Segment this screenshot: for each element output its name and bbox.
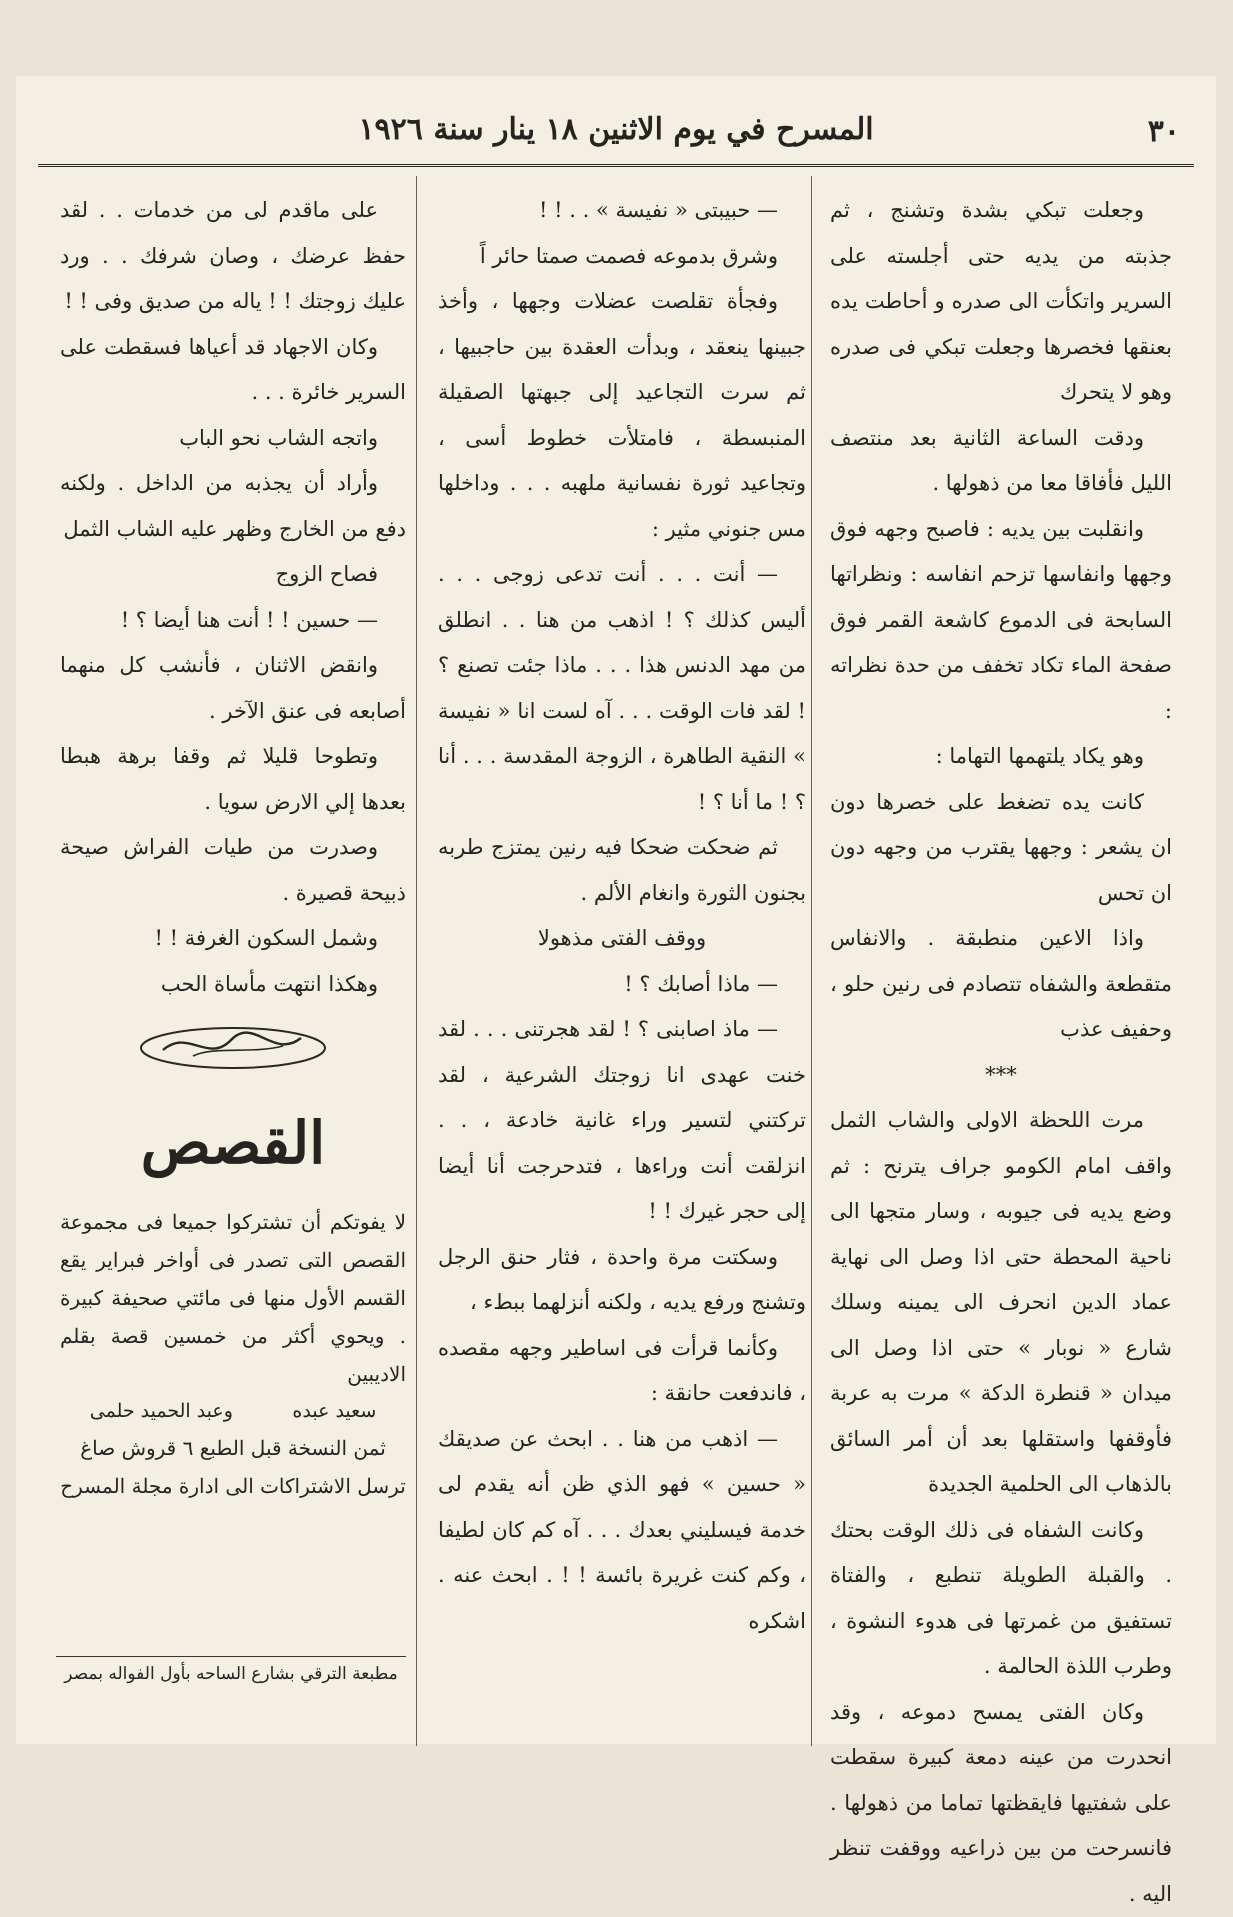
paragraph: — أنت . . . أنت تدعى زوجى . . . أليس كذلك ؟ ! اذهب من هنا . . انطلق من مهد الدنس هذا . . . ماذا جئت تصنع ؟ ! لقد فات الوقت . . . آه لست انا « نفيسة » النقية الطاهرة ، الزوجة المقدسة . . . أنا ؟ ! ما أنا ؟ !	[438, 552, 806, 825]
paragraph: فصاح الزوج	[60, 552, 406, 598]
header-rule	[38, 164, 1194, 167]
paragraph: وفجأة تقلصت عضلات وجهها ، وأخذ جبينها ينعقد ، وبدأت العقدة بين حاجبيها ، ثم سرت التجاعيد إلى جبهتها الصقيلة المنبسطة ، فامتلأت خطوط أسى ، وتجاعيد ثورة نفسانية ملهبه . . . وداخلها مس جنوني مثير :	[438, 279, 806, 552]
page-header	[38, 106, 1194, 166]
subscription-line: ترسل الاشتراكات الى ادارة مجلة المسرح	[60, 1467, 406, 1505]
paragraph: وتطوحا قليلا ثم وقفا برهة هبطا بعدها إلي الارض سويا .	[60, 734, 406, 825]
authors-line	[60, 1393, 406, 1429]
paragraph: وسكتت مرة واحدة ، فثار حنق الرجل وتشنج ورفع يديه ، ولكنه أنزلهما ببطء ،	[438, 1235, 806, 1326]
paragraph: واذا الاعين منطبقة . والانفاس متقطعة والشفاه تتصادم فى رنين حلو ، وحفيف عذب	[830, 916, 1172, 1053]
paragraph: وانقض الاثنان ، فأنشب كل منهما أصابعه فى عنق الآخر .	[60, 643, 406, 734]
paragraph: وهكذا انتهت مأساة الحب	[60, 962, 406, 1008]
paragraph: مرت اللحظة الاولى والشاب الثمل واقف امام الكومو جراف يترنح : ثم وضع يديه فى جيوبه ، وسار متجها الى ناحية المحطة حتى اذا وصل الى نهاية عماد الدين انحرف الى يمينه وسلك شارع « نوبار » حتى اذا وصل الى ميدان « قنطرة الدكة » مرت به عربة فأوقفها واستقلها بعد أن أمر السائق بالذهاب الى الحلمية الجديدة	[830, 1098, 1172, 1508]
paragraph: وكان الاجهاد قد أعياها فسقطت على السرير خائرة . . .	[60, 325, 406, 416]
footer-rule	[56, 1656, 406, 1657]
announcement-text: لا يفوتكم أن تشتركوا جميعا فى مجموعة القصص التى تصدر فى أواخر فبراير يقع القسم الأول منها فى مائتي صحيفة كبيرة . ويحوي أكثر من خمسين قصة بقلم الاديبين	[60, 1203, 406, 1393]
column-middle	[438, 188, 806, 1644]
paragraph: ودقت الساعة الثانية بعد منتصف الليل فأفاقا معا من ذهولها .	[830, 416, 1172, 507]
paragraph: واتجه الشاب نحو الباب	[60, 416, 406, 462]
price-line: ثمن النسخة قبل الطبع ٦ قروش صاغ	[60, 1429, 406, 1467]
paragraph: — ماذا أصابك ؟ !	[438, 962, 806, 1008]
column-left	[60, 188, 406, 1505]
author-signature	[60, 1007, 406, 1085]
paragraph: — حبيبتى « نفيسة » . . ! !	[438, 188, 806, 234]
section-separator: ***	[830, 1053, 1172, 1099]
paragraph: وكأنما قرأت فى اساطير وجهه مقصده ، فاندفعت حانقة :	[438, 1326, 806, 1417]
paragraph: وشمل السكون الغرفة ! !	[60, 916, 406, 962]
page-number: ٣٠	[1148, 114, 1180, 149]
author-name: سعيد عبده	[292, 1393, 376, 1429]
paragraph: — اذهب من هنا . . ابحث عن صديقك « حسين » فهو الذي ظن أنه يقدم لى خدمة فيسليني بعدك . . . آه كم كان لطيفا ، وكم كنت غريرة بائسة ! ! . ابحث عنه . اشكره	[438, 1417, 806, 1645]
newspaper-page	[16, 76, 1216, 1744]
paragraph: كانت يده تضغط على خصرها دون ان يشعر : وجهها يقترب من وجهه دون ان تحس	[830, 780, 1172, 917]
signature-icon	[133, 1016, 333, 1076]
author-name: وعبد الحميد حلمى	[90, 1393, 233, 1429]
column-divider	[416, 176, 417, 1746]
paragraph: وصدرت من طيات الفراش صيحة ذبيحة قصيرة .	[60, 825, 406, 916]
paragraph: وجعلت تبكي بشدة وتشنج ، ثم جذبته من يديه حتى أجلسته على السرير واتكأت الى صدره و أحاطت يده بعنقها فخصرها وجعلت تبكي فى صدره وهو لا يتحرك	[830, 188, 1172, 416]
paragraph: وأراد أن يجذبه من الداخل . ولكنه دفع من الخارج وظهر عليه الشاب الثمل	[60, 461, 406, 552]
column-divider	[811, 176, 812, 1746]
paragraph: ووقف الفتى مذهولا	[438, 916, 806, 962]
paragraph: — ماذ اصابنى ؟ ! لقد هجرتنى . . . لقد خنت عهدى انا زوجتك الشرعية ، لقد تركتني لتسير وراء غانية خادعة ، . . انزلقت أنت وراءها ، فتدحرجت أنا أيضا إلى حجر غيرك ! !	[438, 1007, 806, 1235]
paragraph: وشرق بدموعه فصمت صمتا حائر اً	[438, 234, 806, 280]
printer-imprint: مطبعة الترقي بشارع الساحه بأول الفواله بمصر	[56, 1664, 406, 1684]
paragraph: وانقلبت بين يديه : فاصبح وجهه فوق وجهها وانفاسها تزحم انفاسه : ونظراتها السابحة فى الدموع كاشعة القمر فوق صفحة الماء تكاد تخفف من حدة نظراته :	[830, 507, 1172, 735]
paragraph: — حسين ! ! أنت هنا أيضا ؟ !	[60, 598, 406, 644]
paragraph: ثم ضحكت ضحكا فيه رنين يمتزج طربه بجنون الثورة وانغام الألم .	[438, 825, 806, 916]
paragraph: وكان الفتى يمسح دموعه ، وقد انحدرت من عينه دمعة كبيرة سقطت على شفتيها فايقظتها تماما من ذهولها . فانسرحت من بين ذراعيه ووقفت تنظر اليه .	[830, 1690, 1172, 1917]
paragraph: وهو يكاد يلتهمها التهاما :	[830, 734, 1172, 780]
section-title: القصص	[60, 1085, 406, 1203]
paragraph: وكانت الشفاه فى ذلك الوقت بحتك . والقبلة الطويلة تنطبع ، والفتاة تستفيق من غمرتها فى هدوء النشوة ، وطرب اللذة الحالمة .	[830, 1508, 1172, 1690]
page-title: المسرح في يوم الاثنين ١٨ ينار سنة ١٩٢٦	[38, 112, 1194, 147]
column-right	[830, 188, 1172, 1917]
paragraph: على ماقدم لى من خدمات . . لقد حفظ عرضك ، وصان شرفك . . ورد عليك زوجتك ! ! ياله من صديق وفى ! !	[60, 188, 406, 325]
